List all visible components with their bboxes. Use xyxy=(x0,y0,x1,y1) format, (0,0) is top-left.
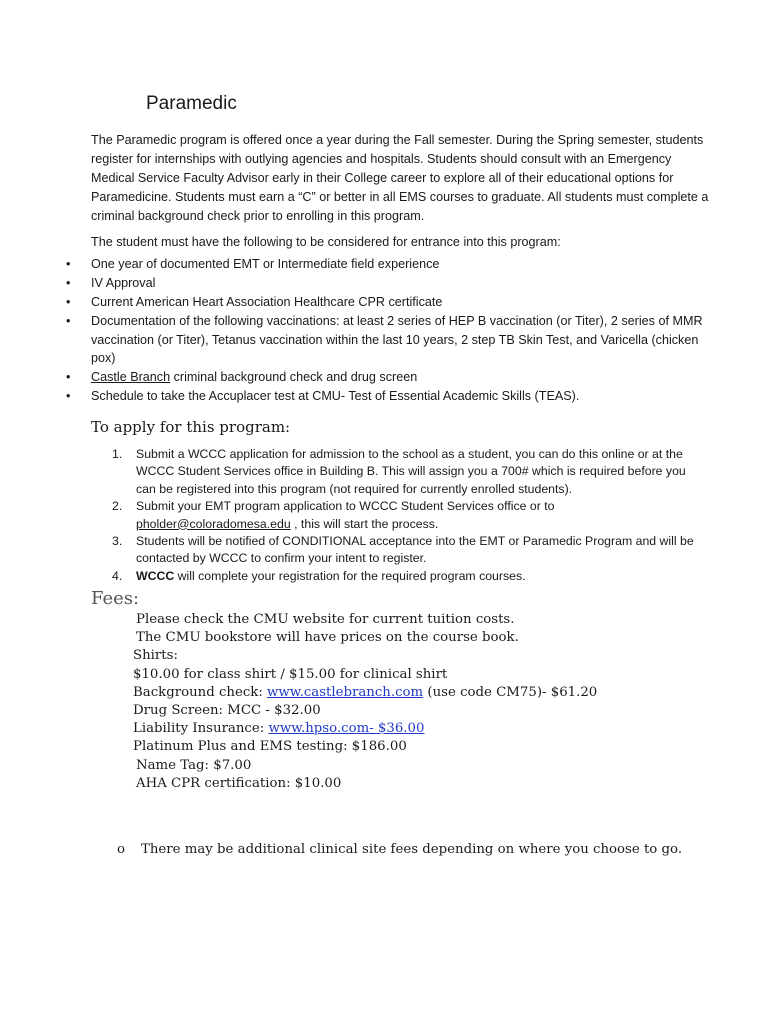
bullet-icon: • xyxy=(66,370,71,384)
apply-steps xyxy=(112,446,702,585)
step-number: 4. xyxy=(112,568,123,583)
hpso-link[interactable]: www.hpso.com- $36.00 xyxy=(268,721,425,737)
note-text: There may be additional clinical site fees depending on where you choose to go. xyxy=(141,842,683,857)
step-text: will complete your registration for the required program courses. xyxy=(174,568,526,583)
fee-label: Background check: xyxy=(133,684,268,700)
fee-line: Drug Screen: MCC - $32.00 xyxy=(133,703,321,719)
fee-line xyxy=(133,684,693,702)
fee-label: Liability Insurance: xyxy=(133,721,269,737)
list-item xyxy=(66,255,706,274)
fee-line: $10.00 for class shirt / $15.00 for clinical shirt xyxy=(133,666,448,682)
bullet-icon: • xyxy=(66,314,71,328)
fees-heading: Fees: xyxy=(91,588,140,609)
step-number: 1. xyxy=(112,447,123,461)
requirements-list xyxy=(66,255,706,406)
bullet-icon: • xyxy=(66,389,71,403)
fee-value: (use code CM75)- $61.20 xyxy=(423,684,598,700)
step-item xyxy=(112,498,702,533)
step-number: 2. xyxy=(112,499,123,514)
step-text: , this will start the process. xyxy=(290,516,439,531)
circle-bullet-icon: o xyxy=(117,842,126,857)
step-text: Submit a WCCC application for admission to the school as a student, you can do this online or at the WCCC Student Services office in Building B. This will assign you a 700# which is required before you can be registered into this program (not required for currently enrolled students). xyxy=(136,447,686,496)
requirements-lead: The student must have the following to be considered for entrance into this program: xyxy=(91,235,561,249)
bullet-icon: • xyxy=(66,257,71,271)
requirement-text: Schedule to take the Accuplacer test at CMU- Test of Essential Academic Skills (TEAS). xyxy=(91,389,580,403)
fee-line xyxy=(133,720,693,738)
step-bold: WCCC xyxy=(136,568,175,583)
intro-paragraph: The Paramedic program is offered once a year during the Fall semester. During the Spring semester, students register for internships with outlying agencies and hospitals. Students should consult with an Emergency Medical Service Faculty Advisor early in their College career to explore all of their educational options for Paramedicine. Students must earn a “C” or better in all EMS courses to graduate. All students must complete a criminal background check prior to enrolling in this program. xyxy=(91,133,709,223)
fees-list xyxy=(133,611,693,793)
step-text: Students will be notified of CONDITIONAL acceptance into the EMT or Paramedic Program and will be contacted by WCCC to confirm your intent to register. xyxy=(136,534,694,566)
bullet-icon: • xyxy=(66,295,71,309)
step-number: 3. xyxy=(112,534,123,549)
requirement-text: Current American Heart Association Healthcare CPR certificate xyxy=(91,295,443,309)
requirement-text: criminal background check and drug screen xyxy=(170,370,418,384)
requirement-text: One year of documented EMT or Intermediate field experience xyxy=(91,257,440,271)
step-item xyxy=(112,568,702,585)
step-item xyxy=(112,533,702,568)
additional-fees-note xyxy=(117,842,682,857)
apply-heading: To apply for this program: xyxy=(91,418,291,436)
page-title: Paramedic xyxy=(146,93,237,114)
fee-line: Please check the CMU website for current tuition costs. xyxy=(136,612,515,627)
castle-branch-link[interactable]: Castle Branch xyxy=(91,370,171,384)
fee-line: The CMU bookstore will have prices on the course book. xyxy=(136,630,519,646)
list-item xyxy=(66,274,706,293)
castlebranch-link[interactable]: www.castlebranch.com xyxy=(267,684,424,700)
step-text: Submit your EMT program application to WCCC Student Services office or to xyxy=(136,499,555,514)
requirement-text: IV Approval xyxy=(91,276,156,290)
email-link[interactable]: pholder@coloradomesa.edu xyxy=(136,516,291,531)
fee-line: Shirts: xyxy=(133,648,178,664)
bullet-icon: • xyxy=(66,276,71,290)
fee-line: Platinum Plus and EMS testing: $186.00 xyxy=(133,739,407,755)
list-item xyxy=(66,293,706,312)
fee-line: Name Tag: $7.00 xyxy=(136,757,252,773)
list-item xyxy=(66,312,706,368)
step-item xyxy=(112,446,702,498)
fee-line: AHA CPR certification: $10.00 xyxy=(136,775,342,791)
requirement-text: Documentation of the following vaccinations: at least 2 series of HEP B vaccination (or Titer), 2 series of MMR vaccination (or Titer), Tetanus vaccination within the last 10 years, 2 step TB Skin Test, and Varicella (chicken pox) xyxy=(91,314,703,365)
list-item xyxy=(66,387,706,406)
list-item xyxy=(66,368,706,387)
